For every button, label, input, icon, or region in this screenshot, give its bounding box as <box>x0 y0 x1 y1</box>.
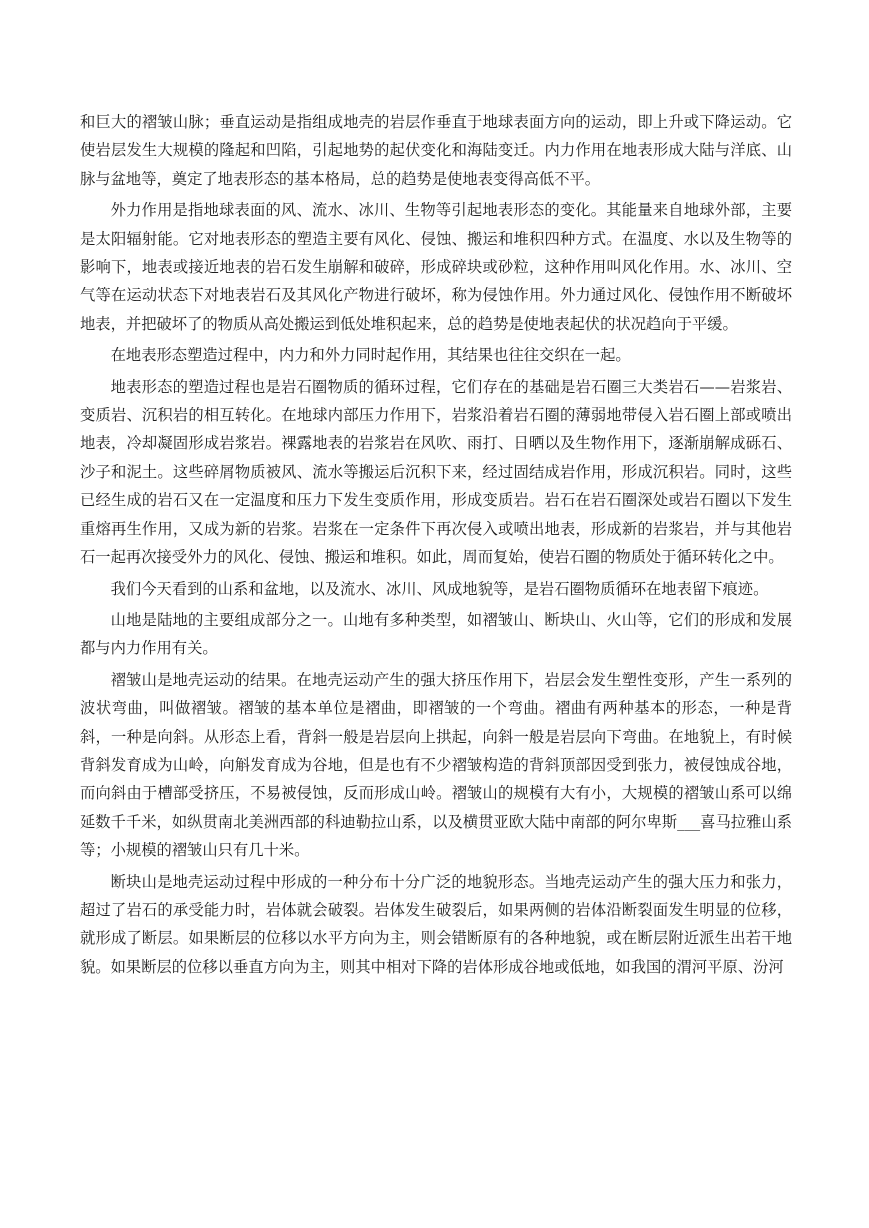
paragraph-fault-block-mountains: 断块山是地壳运动过程中形成的一种分布十分广泛的地貌形态。当地壳运动产生的强大压力和张力，超过了岩石的承受能力时，岩体就会破裂。岩体发生破裂后，如果两侧的岩体沿断裂面发生明显的位移，就形成了断层。如果断层的位移以水平方向为主，则会错断原有的各种地貌，或在断层附近派生出若干地貌。如果断层的位移以垂直方向为主，则其中相对下降的岩体形成谷地或低地，如我国的渭河平原、汾河 <box>80 872 792 976</box>
document-page <box>80 108 792 984</box>
paragraph-mountain-types: 山地是陆地的主要组成部分之一。山地有多种类型，如褶皱山、断块山、火山等，它们的形成和发展都与内力作用有关。 <box>80 610 792 658</box>
paragraph-fold-mountains: 褶皱山是地壳运动的结果。在地壳运动产生的强大挤压作用下，岩层会发生塑性变形，产生一系列的波状弯曲，叫做褶皱。褶皱的基本单位是褶曲，即褶皱的一个弯曲。褶曲有两种基本的形态，一种是背斜，一种是向斜。从形态上看，背斜一般是岩层向上拱起，向斜一般是岩层向下弯曲。在地貌上，有时候背斜发育成为山岭，向斛发育成为谷地，但是也有不少褶皱构造的背斜顶部因受到张力，被侵蚀成谷地，而向斜由于槽部受挤压，不易被侵蚀，反而形成山岭。褶皱山的规模有大有小，大规模的褶皱山系可以绵延数千千米，如纵贯南北美洲西部的科迪勒拉山系，以及横贯亚欧大陆中南部的阿尔卑斯___喜马拉雅山系等；小规模的褶皱山只有几十米。 <box>80 670 792 860</box>
paragraph-landform-traces: 我们今天看到的山系和盆地，以及流水、冰川、风成地貌等，是岩石圈物质循环在地表留下痕迹。 <box>110 579 769 598</box>
paragraph-external-forces: 外力作用是指地球表面的风、流水、冰川、生物等引起地表形态的变化。其能量来自地球外部，主要是太阳辐射能。它对地表形态的塑造主要有风化、侵蚀、搬运和堆积四种方式。在温度、水以及生物等的影响下，地表或接近地表的岩石发生崩解和破碎，形成碎块或砂粒，这种作用叫风化作用。水、冰川、空气等在运动状态下对地表岩石及其风化产物进行破坏，称为侵蚀作用。外力通过风化、侵蚀作用不断破坏地表，并把破坏了的物质从高处搬运到低处堆积起来，总的趋势是使地表起伏的状况趋向于平缓。 <box>80 201 792 333</box>
paragraph-rock-cycle: 地表形态的塑造过程也是岩石圈物质的循环过程，它们存在的基础是岩石圈三大类岩石——岩浆岩、变质岩、沉积岩的相互转化。在地球内部压力作用下，岩浆沿着岩石圈的薄弱地带侵入岩石圈上部或喷出地表，冷却凝固形成岩浆岩。裸露地表的岩浆岩在风吹、雨打、日晒以及生物作用下，逐渐崩解成砾石、沙子和泥土。这些碎屑物质被风、流水等搬运后沉积下来，经过固结成岩作用，形成沉积岩。同时，这些已经生成的岩石又在一定温度和压力下发生变质作用，形成变质岩。岩石在岩石圈深处或岩石圈以下发生重熔再生作用，又成为新的岩浆。岩浆在一定条件下再次侵入或喷出地表，形成新的岩浆岩，并与其他岩石一起再次接受外力的风化、侵蚀、搬运和堆积。如此，周而复始，使岩石圈的物质处于循环转化之中。 <box>80 377 792 567</box>
paragraph-continued-crustal-movement: 和巨大的褶皱山脉；垂直运动是指组成地壳的岩层作垂直于地球表面方向的运动，即上升或下降运动。它使岩层发生大规模的隆起和凹陷，引起地势的起伏变化和海陆变迁。内力作用在地表形成大陆与洋底、山脉与盆地等，奠定了地表形态的基本格局，总的趋势是使地表变得高低不平。 <box>80 113 792 188</box>
paragraph-forces-interaction: 在地表形态塑造过程中，内力和外力同时起作用，其结果也往往交织在一起。 <box>110 346 631 365</box>
